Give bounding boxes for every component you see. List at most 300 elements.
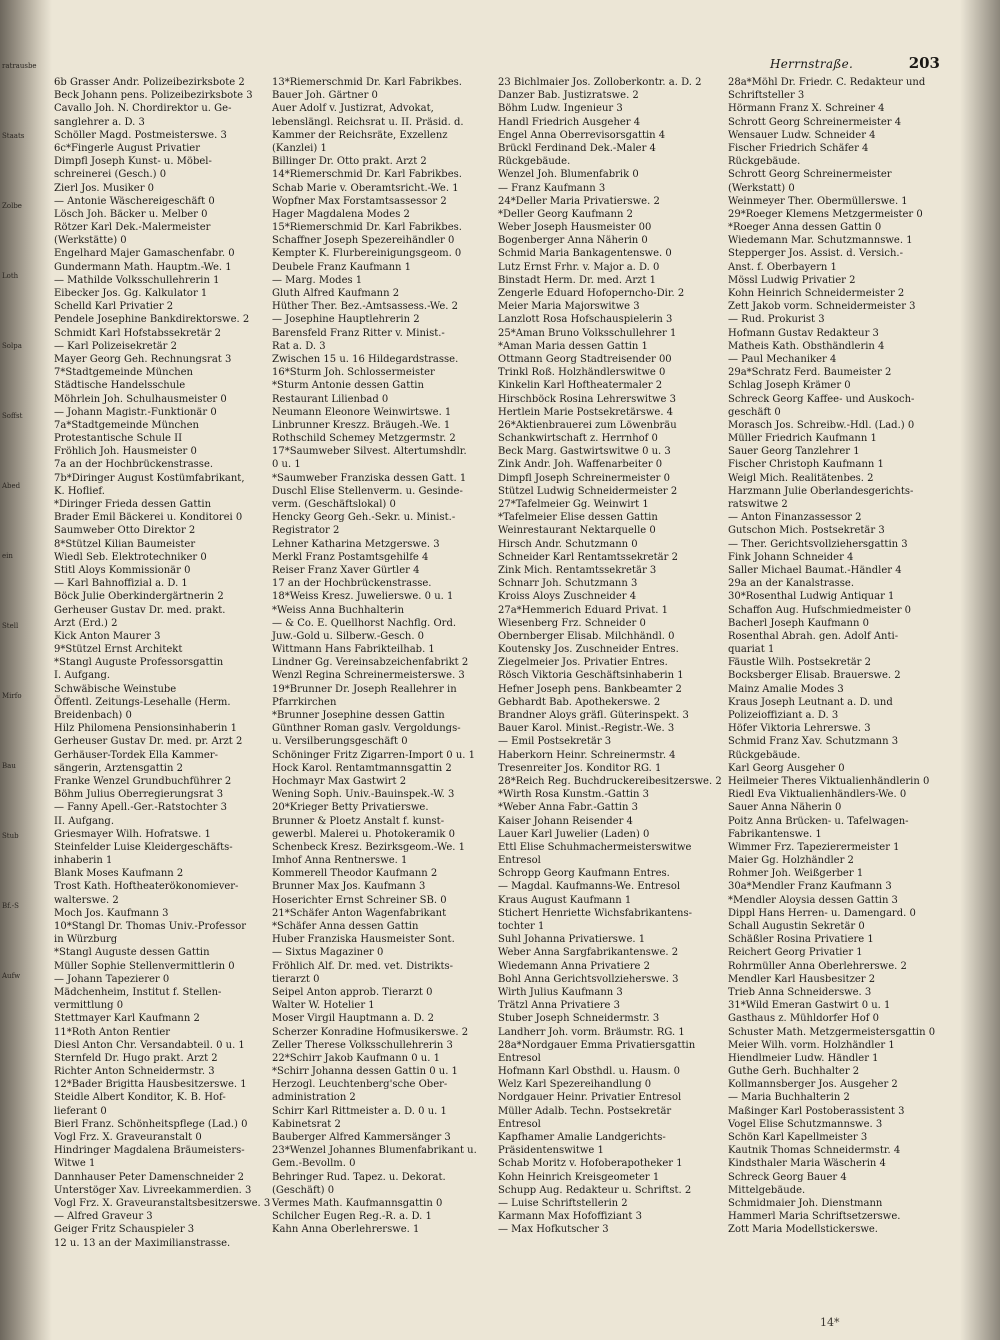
directory-entry: Kroiss Aloys Zuschneider 4: [498, 591, 637, 603]
directory-entry: Zwischen 15 u. 16 Hildegardstrasse.: [272, 353, 459, 365]
directory-entry: *Schirr Johanna dessen Gattin 0 u. 1: [272, 1066, 458, 1078]
directory-entry: Schilcher Eugen Reg.-R. a. D. 1: [272, 1211, 432, 1223]
directory-entry: Stichert Henriette Wichsfabrikantens-: [498, 907, 692, 919]
directory-entry: Lutz Ernst Frhr. v. Major a. D. 0: [498, 261, 660, 273]
directory-entry: Kraus Joseph Leutnant a. D. und: [728, 696, 893, 708]
directory-entry: 11*Roth Anton Rentier: [54, 1026, 171, 1038]
directory-entry: Karmann Max Hofoffiziant 3: [498, 1211, 642, 1223]
directory-entry: 31*Wild Emeran Gastwirt 0 u. 1: [728, 1000, 891, 1012]
directory-entry: Blank Moses Kaufmann 2: [54, 868, 184, 880]
directory-entry: Hiendlmeier Ludw. Händler 1: [728, 1052, 879, 1064]
directory-entry: Höfer Viktoria Lehrerswe. 3: [728, 723, 871, 735]
directory-entry: 8*Stützel Kilian Baumeister: [54, 538, 196, 550]
directory-entry: Schmidt Karl Hofstabssekretär 2: [54, 327, 221, 339]
directory-entry: Bauer Joh. Gärtner 0: [272, 90, 378, 102]
directory-entry: Reiser Franz Xaver Gürtler 4: [272, 564, 420, 576]
directory-entry: 27a*Hemmerich Eduard Privat. 1: [498, 604, 668, 616]
directory-entry: Beck Marg. Gastwirtswitwe 0 u. 3: [498, 446, 671, 458]
directory-entry: 22*Schirr Jakob Kaufmann 0 u. 1: [272, 1052, 440, 1064]
directory-entry: geschäft 0: [728, 406, 781, 418]
directory-entry: Böhm Julius Oberregierungsrat 3: [54, 789, 224, 801]
directory-entry: *Schäfer Anna dessen Gattin: [272, 921, 419, 932]
directory-entry: Linbrunner Kreszz. Bräugeh.-We. 1: [272, 419, 451, 431]
page-edge-shadow: [960, 0, 1000, 1340]
directory-entry: *Roeger Anna dessen Gattin 0: [728, 222, 882, 234]
directory-entry: Schnarr Joh. Schutzmann 3: [498, 578, 638, 590]
directory-entry: Schriftsteller 3: [728, 90, 805, 102]
directory-entry: Sauer Georg Tanzlehrer 1: [728, 446, 860, 458]
page-number: 203: [908, 54, 940, 72]
directory-entry: Zink Mich. Rentamtssekretär 3: [498, 564, 657, 576]
directory-entry: Schenbeck Kresz. Bezirksgeom.-We. 1: [272, 841, 465, 853]
directory-entry: *Mendler Aloysia dessen Gattin 3: [728, 894, 898, 906]
directory-entry: Schreck Georg Bauer 4: [728, 1171, 847, 1183]
directory-entry: Mössl Ludwig Privatier 2: [728, 274, 856, 286]
directory-entry: 26*Aktienbrauerei zum Löwenbräu: [498, 419, 677, 431]
directory-entry: Kabinetsrat 2: [272, 1118, 341, 1130]
directory-entry: Griesmayer Wilh. Hofratswe. 1: [54, 828, 211, 840]
directory-entry: 6b Grasser Andr. Polizeibezirksbote 2: [54, 77, 245, 88]
directory-entry: Schmidmaier Joh. Dienstmann: [728, 1197, 883, 1209]
binding-text-fragment: Staats: [2, 132, 25, 140]
directory-entry: Hofmann Karl Obsthdl. u. Hausm. 0: [498, 1066, 680, 1078]
directory-entry: Eibecker Jos. Gg. Kalkulator 1: [54, 288, 208, 299]
directory-entry: (Werkstatt) 0: [728, 182, 795, 194]
directory-entry: Pfarrkirchen: [272, 696, 337, 708]
directory-entry: Mendler Karl Hausbesitzer 2: [728, 973, 876, 985]
directory-entry: — Alfred Graveur 3: [54, 1211, 153, 1223]
directory-entry: *Tafelmeier Elise dessen Gattin: [498, 512, 658, 524]
directory-entry: Hilz Philomena Pensionsinhaberin 1: [54, 723, 238, 735]
directory-entry: Duschl Elise Stellenverm. u. Gesinde-: [272, 485, 463, 497]
directory-entry: II. Aufgang.: [54, 815, 115, 827]
directory-entry: 6c*Fingerle August Privatier: [54, 142, 201, 154]
directory-entry: — Marg. Modes 1: [272, 274, 363, 286]
directory-entry: — Josephine Hauptlehrerin 2: [272, 314, 420, 326]
directory-entry: Ottmann Georg Stadtreisender 00: [498, 353, 672, 365]
directory-entry: Rothschild Schemey Metzgermstr. 2: [272, 433, 456, 445]
directory-entry: 18*Weiss Kresz. Juwelierswe. 0 u. 1: [272, 591, 454, 603]
binding-text-fragment: Mirfo: [2, 692, 22, 700]
directory-entry: Böck Julie Oberkindergärtnerin 2: [54, 591, 224, 603]
directory-entry: Poitz Anna Brücken- u. Tafelwagen-: [728, 815, 909, 827]
directory-entry: Kraus August Kaufmann 1: [498, 894, 632, 906]
directory-entry: 17 an der Hochbrückenstrasse.: [272, 578, 432, 590]
directory-entry: Brunner Max Jos. Kaufmann 3: [272, 881, 426, 893]
directory-entry: 7b*Diringer August Kostümfabrikant,: [54, 472, 245, 484]
directory-entry: Auer Adolf v. Justizrat, Advokat,: [272, 103, 434, 115]
directory-entry: Diesl Anton Chr. Versandabteil. 0 u. 1: [54, 1039, 245, 1051]
directory-entry: Reichert Georg Privatier 1: [728, 947, 863, 959]
directory-entry: Fröhlich Joh. Hausmeister 0: [54, 446, 197, 458]
directory-entry: Brandner Aloys gräfl. Güterinspekt. 3: [498, 710, 689, 721]
directory-entry: Morasch Jos. Schreibw.-Hdl. (Lad.) 0: [728, 419, 915, 431]
directory-entry: Zott Maria Modellstickerswe.: [728, 1224, 878, 1236]
directory-entry: Wiedemann Anna Privatiere 2: [498, 960, 650, 972]
directory-entry: Wiedemann Mar. Schutzmannswe. 1: [728, 235, 913, 247]
directory-entry: Schelld Karl Privatier 2: [54, 301, 174, 313]
directory-entry: Vogel Elise Schutzmannswe. 3: [728, 1118, 883, 1130]
directory-entry: Rohmer Joh. Weißgerber 1: [728, 868, 864, 880]
directory-entry: 13*Riemerschmid Dr. Karl Fabrikbes.: [272, 77, 462, 88]
directory-entry: Stützel Ludwig Schneidermeister 2: [498, 485, 678, 497]
directory-entry: walterswe. 2: [54, 894, 119, 906]
directory-entry: Ettl Elise Schuhmachermeisterswitwe: [498, 841, 692, 853]
directory-entry: Kommerell Theodor Kaufmann 2: [272, 868, 438, 880]
directory-entry: (Werkstätte) 0: [54, 235, 127, 247]
directory-entry: *Stangl Auguste dessen Gattin: [54, 947, 210, 959]
directory-entry: Kahn Anna Oberlehrerswe. 1: [272, 1224, 420, 1236]
directory-entry: administration 2: [272, 1092, 356, 1104]
directory-entry: Entresol: [498, 1052, 541, 1064]
directory-entry: Gundermann Math. Hauptm.-We. 1: [54, 261, 232, 273]
directory-entry: Schab Marie v. Oberamtsricht.-We. 1: [272, 182, 459, 194]
directory-entry: Kohn Heinrich Schneidermeister 2: [728, 288, 905, 299]
directory-entry: Richter Anton Schneidermstr. 3: [54, 1066, 215, 1078]
directory-entry: Nordgauer Heinr. Privatier Entresol: [498, 1092, 682, 1104]
directory-entry: Welz Karl Spezereihandlung 0: [498, 1079, 652, 1091]
directory-entry: Entresol: [498, 855, 541, 867]
directory-entry: Seipel Anton approb. Tierarzt 0: [272, 986, 433, 998]
directory-entry: (Kanzlei) 1: [272, 142, 327, 154]
directory-entry: Behringer Rud. Tapez. u. Dekorat.: [272, 1171, 446, 1183]
column-1: [54, 76, 271, 1306]
directory-entry: Deubele Franz Kaufmann 1: [272, 261, 411, 273]
directory-entry: vermittlung 0: [54, 1000, 124, 1012]
directory-entry: Brunner & Ploetz Anstalt f. kunst-: [272, 815, 445, 827]
directory-entry: 7*Stadtgemeinde München: [54, 367, 193, 379]
directory-entry: Wensauer Ludw. Schneider 4: [728, 129, 876, 141]
directory-entry: Saller Michael Baumat.-Händler 4: [728, 564, 902, 576]
directory-entry: 27*Tafelmeier Gg. Weinwirt 1: [498, 499, 649, 510]
directory-entry: — Ther. Gerichtsvollziehersgattin 3: [728, 538, 908, 550]
directory-entry: Rückgebäude.: [728, 156, 801, 168]
directory-entry: Kammer der Reichsräte, Exzellenz: [272, 129, 448, 141]
directory-entry: *Saumweber Franziska dessen Gatt. 1: [272, 472, 467, 484]
directory-entry: 30a*Mendler Franz Kaufmann 3: [728, 881, 892, 893]
directory-entry: Unterstöger Xav. Livreekammerdien. 3: [54, 1184, 252, 1196]
directory-entry: Walter W. Hotelier 1: [272, 1000, 375, 1012]
directory-entry: Rötzer Karl Dek.-Malermeister: [54, 222, 211, 234]
directory-entry: Schlag Joseph Krämer 0: [728, 380, 851, 392]
directory-entry: — Max Hofkutscher 3: [498, 1224, 609, 1236]
directory-entry: *Weiss Anna Buchhalterin: [272, 604, 405, 616]
directory-entry: Rückgebäude.: [728, 749, 801, 761]
directory-entry: Guthe Gerh. Buchhalter 2: [728, 1066, 860, 1078]
directory-entry: 23 Bichlmaier Jos. Zolloberkontr. a. D. 2: [498, 77, 702, 88]
directory-entry: K. Hoflief.: [54, 485, 105, 497]
directory-entry: Schirr Karl Rittmeister a. D. 0 u. 1: [272, 1105, 447, 1117]
directory-entry: sängerin, Arztensgattin 2: [54, 762, 183, 774]
directory-entry: Schwäbische Weinstube: [54, 683, 177, 695]
directory-entry: Stepperger Jos. Assist. d. Versich.-: [728, 248, 903, 260]
directory-entry: Restaurant Lilienbad 0: [272, 393, 389, 405]
directory-entry: 15*Riemerschmid Dr. Karl Fabrikbes.: [272, 222, 462, 234]
directory-entry: *Deller Georg Kaufmann 2: [498, 208, 633, 220]
directory-entry: Landherr Joh. vorm. Bräumstr. RG. 1: [498, 1026, 685, 1038]
directory-entry: schreinerei (Gesch.) 0: [54, 169, 167, 181]
directory-entry: Gem.-Bevollm. 0: [272, 1158, 356, 1170]
directory-entry: 20*Krieger Betty Privatierswe.: [272, 802, 429, 814]
directory-entry: Obernberger Elisab. Milchhändl. 0: [498, 630, 675, 642]
directory-entry: Gasthaus z. Mühldorfer Hof 0: [728, 1013, 879, 1025]
directory-entry: Kaiser Johann Reisender 4: [498, 815, 633, 827]
directory-entry: Trieb Anna Schneiderswe. 3: [728, 986, 872, 998]
directory-entry: Dannhauser Peter Damenschneider 2: [54, 1171, 244, 1183]
directory-entry: Sternfeld Dr. Hugo prakt. Arzt 2: [54, 1052, 218, 1064]
directory-entry: Lindner Gg. Vereinsabzeichenfabrikt 2: [272, 657, 469, 669]
directory-entry: Meier Wilh. vorm. Holzhändler 1: [728, 1039, 895, 1051]
directory-entry: sanglehrer a. D. 3: [54, 116, 145, 128]
directory-entry: Meier Maria Majorswitwe 3: [498, 301, 640, 313]
directory-entry: Dimpfl Joseph Kunst- u. Möbel-: [54, 156, 212, 168]
directory-entry: Mainz Amalie Modes 3: [728, 683, 844, 695]
directory-entry: *Aman Maria dessen Gattin 1: [498, 340, 648, 352]
directory-entry: Kohn Heinrich Kreisgeometer 1: [498, 1171, 660, 1183]
directory-entry: Herzogl. Leuchtenberg'sche Ober-: [272, 1079, 448, 1091]
directory-entry: Wenzel Joh. Blumenfabrik 0: [498, 169, 639, 181]
directory-entry: 28a*Möhl Dr. Friedr. C. Redakteur und: [728, 77, 926, 88]
directory-entry: 29a*Schratz Ferd. Baumeister 2: [728, 367, 892, 379]
directory-entry: Schneider Karl Rentamtssekretär 2: [498, 551, 678, 563]
directory-entry: Hochmayr Max Gastwirt 2: [272, 775, 407, 787]
directory-entry: Gerhäuser-Tordek Ella Kammer-: [54, 749, 218, 761]
directory-entry: Bohl Anna Gerichtsvollzieherswe. 3: [498, 973, 679, 985]
directory-entry: Weigl Mich. Realitätenbes. 2: [728, 472, 874, 484]
book-binding-edge: [0, 0, 52, 1340]
directory-entry: — Luise Schriftstellerin 2: [498, 1197, 628, 1209]
directory-entry: 24*Deller Maria Privatierswe. 2: [498, 195, 660, 207]
directory-entry: Trinkl Roß. Holzhändlerswitwe 0: [498, 367, 666, 379]
directory-entry: — Franz Kaufmann 3: [498, 182, 606, 194]
directory-entry: Moch Jos. Kaufmann 3: [54, 907, 169, 919]
directory-entry: Stettmayer Karl Kaufmann 2: [54, 1013, 200, 1025]
binding-text-fragment: Zolbe: [2, 202, 22, 210]
directory-entry: Gutschon Mich. Postsekretär 3: [728, 525, 885, 537]
directory-entry: I. Aufgang.: [54, 670, 111, 682]
directory-entry: — Johann Tapezierer 0: [54, 973, 170, 985]
directory-entry: inhaberin 1: [54, 855, 113, 867]
directory-entry: Schankwirtschaft z. Herrnhof 0: [498, 433, 658, 445]
directory-entry: Vermes Math. Kaufmannsgattin 0: [272, 1197, 443, 1209]
directory-entry: Mayer Georg Geh. Rechnungsrat 3: [54, 353, 232, 365]
directory-entry: Hertlein Marie Postsekretärswe. 4: [498, 406, 674, 418]
binding-text-fragment: Stell: [2, 622, 19, 630]
directory-entry: Maßinger Karl Postoberassistent 3: [728, 1105, 905, 1117]
directory-entry: Städtische Handelsschule: [54, 380, 186, 392]
directory-entry: gewerbl. Malerei u. Photokeramik 0: [272, 828, 455, 840]
directory-entry: *Sturm Antonie dessen Gattin: [272, 380, 424, 392]
directory-entry: Merkl Franz Postamtsgehilfe 4: [272, 551, 429, 563]
directory-entry: Gluth Alfred Kaufmann 2: [272, 288, 400, 299]
directory-entry: 28*Reich Reg. Buchdruckereibesitzerswe. 2: [498, 775, 722, 787]
directory-entry: — Maria Buchhalterin 2: [728, 1092, 850, 1104]
directory-entry: Wittmann Hans Fabrikteilhab. 1: [272, 644, 435, 656]
directory-entry: Schaffon Aug. Hufschmiedmeister 0: [728, 604, 912, 616]
directory-entry: Imhof Anna Rentnerswe. 1: [272, 855, 408, 867]
directory-entry: 19*Brunner Dr. Joseph Reallehrer in: [272, 683, 457, 695]
binding-text-fragment: Loth: [2, 272, 19, 280]
directory-entry: Hirschböck Rosina Lehrerswitwe 3: [498, 393, 676, 405]
directory-entry: Hager Magdalena Modes 2: [272, 208, 410, 220]
directory-entry: Arzt (Erd.) 2: [54, 617, 118, 629]
directory-entry: Dippl Hans Herren- u. Damengard. 0: [728, 907, 916, 919]
directory-entry: *Weber Anna Fabr.-Gattin 3: [498, 802, 638, 814]
directory-entry: Böhm Ludw. Ingenieur 3: [498, 103, 623, 115]
directory-entry: Hammerl Maria Schriftsetzerswe.: [728, 1211, 901, 1223]
directory-entry: Schupp Aug. Redakteur u. Schriftst. 2: [498, 1184, 692, 1196]
directory-entry: Lehner Katharina Metzgerswe. 3: [272, 538, 440, 550]
directory-entry: Anst. f. Oberbayern 1: [728, 261, 837, 273]
directory-entry: Stitl Aloys Kommissionär 0: [54, 564, 191, 576]
directory-entry: 12*Bader Brigitta Hausbesitzerswe. 1: [54, 1079, 247, 1091]
directory-entry: — Anton Finanzassessor 2: [728, 512, 862, 524]
directory-entry: — Rud. Prokurist 3: [728, 314, 825, 326]
directory-entry: 16*Sturm Joh. Schlossermeister: [272, 367, 435, 379]
directory-entry: 25*Aman Bruno Volksschullehrer 1: [498, 327, 677, 339]
directory-entry: Vogl Frz. X. Graveuranstalt 0: [54, 1132, 202, 1143]
directory-entry: Schrott Georg Schreinermeister 4: [728, 116, 902, 128]
directory-entry: Hencky Georg Geh.-Sekr. u. Minist.-: [272, 512, 456, 524]
directory-entry: quariat 1: [728, 644, 775, 656]
directory-entry: 21*Schäfer Anton Wagenfabrikant: [272, 907, 447, 919]
directory-entry: Franke Wenzel Grundbuchführer 2: [54, 775, 232, 787]
directory-entry: Schmid Maria Bankagentenswe. 0: [498, 248, 672, 260]
directory-entry: — Johann Magistr.-Funktionär 0: [54, 406, 217, 418]
directory-entry: Schrott Georg Schreinermeister: [728, 169, 892, 181]
directory-entry: Weinrestaurant Nektarquelle 0: [498, 525, 656, 537]
directory-entry: 7a an der Hochbrückenstrasse.: [54, 459, 214, 471]
directory-entry: lieferant 0: [54, 1105, 107, 1117]
directory-entry: Binstadt Herm. Dr. med. Arzt 1: [498, 274, 657, 286]
directory-entry: Rösch Viktoria Geschäftsinhaberin 1: [498, 670, 684, 682]
directory-entry: Schön Karl Kapellmeister 3: [728, 1132, 868, 1143]
directory-entry: Fäustle Wilh. Postsekretär 2: [728, 657, 872, 669]
directory-entry: 29a an der Kanalstrasse.: [728, 578, 855, 590]
directory-entry: 7a*Stadtgemeinde München: [54, 419, 199, 431]
column-4: [728, 76, 938, 1306]
directory-entry: Schreck Georg Kaffee- und Auskoch-: [728, 393, 915, 405]
directory-entry: lebenslängl. Reichsrat u. II. Präsid. d.: [272, 116, 464, 128]
directory-entry: Dimpfl Joseph Schreinermeister 0: [498, 472, 670, 484]
directory-entry: Barensfeld Franz Ritter v. Minist.-: [272, 327, 445, 339]
directory-entry: 12 u. 13 an der Maximilianstrasse.: [54, 1237, 231, 1249]
directory-entry: Zink Andr. Joh. Waffenarbeiter 0: [498, 459, 663, 471]
directory-entry: Schmid Franz Xav. Schutzmann 3: [728, 736, 899, 748]
directory-entry: Hindringer Magdalena Bräumeisters-: [54, 1145, 245, 1157]
directory-entry: Lanzlott Rosa Hofschauspielerin 3: [498, 314, 673, 326]
directory-entry: Neumann Eleonore Weinwirtswe. 1: [272, 406, 452, 418]
column-2: [272, 76, 492, 1306]
directory-entry: Scherzer Konradine Hofmusikerswe. 2: [272, 1026, 469, 1038]
binding-text-fragment: Stub: [2, 832, 19, 840]
directory-entry: Gerheuser Gustav Dr. med. prakt.: [54, 604, 226, 616]
binding-text-fragment: Aufw: [2, 972, 21, 980]
directory-entry: Hüther Ther. Bez.-Amtsassess.-We. 2: [272, 301, 459, 313]
directory-entry: Wopfner Max Forstamtsassessor 2: [272, 195, 447, 207]
directory-entry: Witwe 1: [54, 1158, 96, 1170]
directory-entry: u. Versilberungsgeschäft 0: [272, 736, 408, 748]
directory-entry: — & Co. E. Quellhorst Nachflg. Ord.: [272, 617, 457, 629]
directory-entry: 17*Saumweber Silvest. Altertumshdlr.: [272, 446, 467, 458]
directory-entry: Tresenreiter Jos. Konditor RG. 1: [498, 762, 662, 774]
directory-entry: — Karl Polizeisekretär 2: [54, 340, 178, 352]
directory-entry: Rosenthal Abrah. gen. Adolf Anti-: [728, 630, 899, 642]
directory-entry: Wiedl Seb. Elektrotechniker 0: [54, 551, 207, 563]
directory-entry: Schaffner Joseph Spezereihändler 0: [272, 235, 455, 247]
directory-entry: Geiger Fritz Schauspieler 3: [54, 1224, 195, 1236]
directory-entry: Karl Georg Ausgeher 0: [728, 762, 845, 774]
directory-entry: *Brunner Josephine dessen Gattin: [272, 710, 445, 721]
directory-entry: (Geschäft) 0: [272, 1184, 335, 1196]
directory-entry: Wirth Julius Kaufmann 3: [498, 986, 623, 998]
directory-entry: Steidle Albert Konditor, K. B. Hof-: [54, 1092, 226, 1104]
binding-text-fragment: Solpa: [2, 342, 22, 350]
directory-entry: Brader Emil Bäckerei u. Konditorei 0: [54, 512, 243, 524]
directory-entry: — Magdal. Kaufmanns-We. Entresol: [498, 881, 681, 893]
directory-entry: Mädchenheim, Institut f. Stellen-: [54, 986, 222, 998]
directory-entry: Weber Anna Sargfabrikantenswe. 2: [498, 947, 679, 959]
directory-entry: Pendele Josephine Bankdirektorswe. 2: [54, 314, 250, 326]
directory-entry: verm. (Geschäftslokal) 0: [272, 499, 396, 510]
directory-entry: Moser Virgil Hauptmann a. D. 2: [272, 1013, 435, 1025]
directory-entry: Bogenberger Anna Näherin 0: [498, 235, 648, 247]
directory-entry: Lauer Karl Juwelier (Laden) 0: [498, 828, 650, 840]
page-header: [770, 54, 940, 74]
directory-entry: Steinfelder Luise Kleidergeschäfts-: [54, 841, 233, 853]
column-3: [498, 76, 720, 1306]
directory-entry: Fröhlich Alf. Dr. med. vet. Distrikts-: [272, 960, 454, 972]
directory-entry: Kautnik Thomas Schneidermstr. 4: [728, 1145, 901, 1157]
binding-text-fragment: ratrausbe: [2, 62, 37, 70]
directory-entry: Schäßler Rosina Privatiere 1: [728, 934, 874, 946]
directory-entry: Juw.-Gold u. Silberw.-Gesch. 0: [272, 630, 425, 642]
directory-entry: Gebhardt Bab. Apothekerswe. 2: [498, 696, 661, 708]
directory-entry: Schöller Magd. Postmeisterswe. 3: [54, 129, 227, 141]
directory-entry: Müller Friedrich Kaufmann 1: [728, 433, 877, 445]
directory-entry: Registrator 2: [272, 525, 340, 537]
directory-entry: Wenzl Regina Schreinermeisterswe. 3: [272, 670, 465, 682]
directory-entry: Fink Johann Schneider 4: [728, 551, 854, 563]
directory-entry: Gerheuser Gustav Dr. med. pr. Arzt 2: [54, 736, 243, 748]
directory-entry: Rat a. D. 3: [272, 340, 326, 352]
binding-text-fragment: ein: [2, 552, 13, 560]
directory-entry: — Emil Postsekretär 3: [498, 736, 612, 748]
binding-text-fragment: Abed: [2, 482, 21, 490]
directory-entry: Kollmannsberger Jos. Ausgeher 2: [728, 1079, 898, 1091]
directory-entry: Trost Kath. Hoftheaterökonomiever-: [54, 881, 239, 893]
directory-entry: Kinkelin Karl Hoftheatermaler 2: [498, 380, 663, 392]
directory-entry: Cavallo Joh. N. Chordirektor u. Ge-: [54, 103, 232, 115]
directory-entry: 30*Rosenthal Ludwig Antiquar 1: [728, 591, 895, 603]
directory-entry: Zeller Therese Volksschullehrerin 3: [272, 1039, 453, 1051]
directory-entry: Schropp Georg Kaufmann Entres.: [498, 868, 670, 880]
directory-entry: Kapfhamer Amalie Landgerichts-: [498, 1132, 666, 1143]
directory-entry: Bocksberger Elisab. Brauerswe. 2: [728, 670, 901, 682]
directory-entry: 28a*Nordgauer Emma Privatiersgattin: [498, 1039, 696, 1051]
directory-entry: Breidenbach) 0: [54, 710, 132, 721]
directory-entry: 0 u. 1: [272, 459, 301, 471]
directory-entry: Müller Adalb. Techn. Postsekretär: [498, 1105, 672, 1117]
directory-entry: Engel Anna Oberrevisorsgattin 4: [498, 129, 666, 141]
directory-entry: 10*Stangl Dr. Thomas Univ.-Professor: [54, 921, 247, 932]
directory-entry: Wimmer Frz. Tapezierermeister 1: [728, 841, 900, 853]
directory-entry: Kick Anton Maurer 3: [54, 630, 161, 642]
directory-entry: ratswitwe 2: [728, 499, 788, 510]
directory-entry: Vogl Frz. X. Graveuranstaltsbesitzerswe. 3: [54, 1197, 271, 1209]
directory-entry: Matheis Kath. Obsthändlerin 4: [728, 340, 885, 352]
directory-entry: *Wirth Rosa Kunstm.-Gattin 3: [498, 789, 650, 801]
